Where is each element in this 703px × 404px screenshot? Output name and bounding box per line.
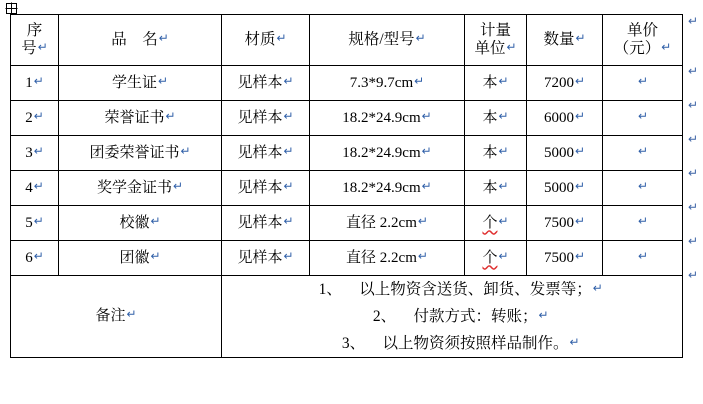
paragraph-mark-icon: ↵ (498, 73, 509, 88)
cell-qty (527, 101, 603, 136)
cell-price (603, 206, 683, 241)
row-qty-text: 7500 (543, 249, 574, 266)
cell-unit (465, 206, 527, 241)
paragraph-mark-icon: ↵ (498, 213, 509, 228)
cell-material (222, 101, 310, 136)
row-no-text: 3 (25, 144, 33, 161)
paragraph-mark-icon: ↵ (592, 281, 603, 295)
cell-qty (527, 241, 603, 276)
header-unit-line1: 计量 (479, 22, 511, 40)
paragraph-mark-icon: ↵ (37, 40, 48, 54)
paragraph-mark-icon: ↵ (574, 213, 586, 228)
remark-line-number: 2、 (372, 308, 397, 326)
header-cell-no (11, 15, 59, 66)
paragraph-mark-icon: ↵ (283, 108, 294, 123)
paragraph-mark-icon: ↵ (421, 178, 432, 193)
row-qty-text: 5000 (543, 144, 574, 161)
paragraph-mark-icon: ↵ (417, 248, 428, 263)
paragraph-mark-icon: ↵ (637, 143, 649, 158)
remark-line (222, 330, 682, 357)
paragraph-mark-icon: ↵ (33, 178, 44, 193)
paragraph-mark-icon: ↵ (283, 178, 294, 193)
cell-material (222, 136, 310, 171)
header-unit-line2-wrap (465, 40, 526, 58)
remark-line-number: 1、 (318, 281, 342, 298)
header-qty-text: 数量 (543, 31, 575, 49)
header-unit-line2: 单位 (474, 40, 506, 57)
cell-price (603, 66, 683, 101)
row-material-text: 见样本 (237, 179, 283, 196)
paragraph-mark-icon: ↵ (574, 178, 586, 193)
paragraph-mark-icon: ↵ (158, 31, 169, 46)
cell-unit (465, 66, 527, 101)
cell-spec (310, 171, 465, 206)
row-name-text: 奖学金证书 (96, 179, 172, 196)
row-unit-text: 本 (482, 179, 498, 196)
row-no-text: 6 (25, 249, 33, 266)
header-cell-unit (465, 15, 527, 66)
paragraph-mark-icon: ↵ (33, 108, 44, 123)
paragraph-mark-icon: ↵ (165, 108, 176, 123)
header-no-line1: 序 (26, 22, 43, 40)
row-spec-text: 7.3*9.7cm (349, 74, 414, 91)
row-no-text: 1 (25, 74, 33, 91)
paragraph-mark-icon: ↵ (688, 98, 699, 112)
header-name-text: 品 名 (111, 31, 158, 49)
paragraph-mark-icon: ↵ (126, 307, 137, 322)
cell-name (59, 136, 222, 171)
row-spec-text: 直径 2.2cm (346, 214, 417, 231)
paragraph-mark-icon: ↵ (688, 14, 699, 28)
cell-material (222, 206, 310, 241)
header-no-line2: 号 (21, 40, 37, 57)
cell-spec (310, 66, 465, 101)
remark-line-number: 3、 (341, 335, 366, 353)
cell-name (59, 241, 222, 276)
paragraph-mark-icon: ↵ (150, 213, 161, 228)
paragraph-mark-icon: ↵ (688, 64, 699, 78)
table-row (11, 241, 683, 276)
paragraph-mark-icon: ↵ (283, 213, 294, 228)
cell-no (11, 171, 59, 206)
header-price-line2-wrap (603, 40, 682, 58)
table-row (11, 171, 683, 206)
row-unit-text: 个 (482, 249, 498, 266)
paragraph-mark-icon: ↵ (33, 73, 44, 88)
cell-no (11, 206, 59, 241)
paragraph-mark-icon: ↵ (172, 178, 184, 193)
paragraph-mark-icon: ↵ (498, 108, 509, 123)
header-cell-qty (527, 15, 603, 66)
paragraph-mark-icon: ↵ (498, 143, 509, 158)
cell-qty (527, 171, 603, 206)
paragraph-mark-icon: ↵ (498, 178, 509, 193)
cell-material (222, 66, 310, 101)
table-row (11, 66, 683, 101)
cell-price (603, 171, 683, 206)
cell-unit (465, 171, 527, 206)
row-spec-text: 18.2*24.9cm (342, 144, 421, 161)
row-no-text: 4 (25, 179, 33, 196)
cell-price (603, 101, 683, 136)
table-row (11, 101, 683, 136)
cell-name (59, 101, 222, 136)
header-material-text: 材质 (244, 31, 276, 49)
paragraph-mark-icon: ↵ (283, 248, 294, 263)
row-qty-text: 6000 (543, 109, 574, 126)
remark-line-text: 付款方式：转账； (413, 308, 538, 326)
paragraph-mark-icon: ↵ (574, 73, 586, 88)
paragraph-mark-icon: ↵ (688, 268, 699, 282)
header-cell-price (603, 15, 683, 66)
row-qty-text: 7200 (543, 74, 574, 91)
row-material-text: 见样本 (237, 109, 283, 126)
remark-line-text: 以上物资须按照样品制作。 (382, 335, 569, 353)
row-qty-text: 7500 (543, 214, 574, 231)
row-material-text: 见样本 (237, 74, 283, 91)
paragraph-mark-icon: ↵ (637, 248, 649, 263)
cell-qty (527, 136, 603, 171)
table-row (11, 136, 683, 171)
header-price-line2: （元） (613, 40, 661, 57)
paragraph-mark-icon: ↵ (538, 308, 549, 323)
row-name-text: 团委荣誉证书 (89, 144, 180, 161)
procurement-table-container (10, 14, 682, 358)
cell-spec (310, 241, 465, 276)
procurement-table (10, 14, 683, 358)
paragraph-mark-icon: ↵ (33, 213, 44, 228)
paragraph-mark-icon: ↵ (569, 335, 580, 350)
cell-no (11, 66, 59, 101)
row-no-text: 2 (25, 109, 33, 126)
paragraph-mark-icon: ↵ (688, 234, 699, 248)
paragraph-mark-icon: ↵ (506, 40, 517, 54)
paragraph-mark-icon: ↵ (150, 248, 161, 263)
paragraph-mark-icon: ↵ (575, 31, 586, 46)
cell-no (11, 241, 59, 276)
cell-spec (310, 206, 465, 241)
cell-spec (310, 136, 465, 171)
paragraph-mark-icon: ↵ (574, 108, 586, 123)
header-cell-material (222, 15, 310, 66)
paragraph-mark-icon: ↵ (283, 143, 294, 158)
paragraph-mark-icon: ↵ (415, 31, 426, 46)
row-name-text: 团徽 (119, 249, 150, 266)
cell-no (11, 101, 59, 136)
right-margin-paragraph-marks (688, 14, 702, 288)
cell-unit (465, 241, 527, 276)
row-unit-text: 个 (482, 214, 498, 231)
paragraph-mark-icon: ↵ (33, 248, 44, 263)
row-unit-text: 本 (482, 144, 498, 161)
header-spec-text: 规格/型号 (348, 31, 415, 49)
row-name-text: 荣誉证书 (104, 109, 165, 126)
cell-qty (527, 66, 603, 101)
paragraph-mark-icon: ↵ (637, 213, 649, 228)
paragraph-mark-icon: ↵ (180, 143, 191, 158)
paragraph-mark-icon: ↵ (157, 73, 169, 88)
row-spec-text: 18.2*24.9cm (342, 109, 421, 126)
paragraph-mark-icon: ↵ (417, 213, 428, 228)
cell-material (222, 241, 310, 276)
remark-line (222, 276, 682, 303)
cell-material (222, 171, 310, 206)
row-unit-text: 本 (482, 109, 498, 126)
paragraph-mark-icon: ↵ (688, 200, 699, 214)
header-price-line1: 单价 (626, 22, 658, 40)
paragraph-mark-icon: ↵ (688, 166, 699, 180)
cell-unit (465, 136, 527, 171)
paragraph-mark-icon: ↵ (637, 108, 649, 123)
paragraph-mark-icon: ↵ (33, 143, 44, 158)
header-cell-name (59, 15, 222, 66)
paragraph-mark-icon: ↵ (574, 248, 586, 263)
cell-name (59, 171, 222, 206)
paragraph-mark-icon: ↵ (414, 73, 425, 88)
paragraph-mark-icon: ↵ (421, 108, 432, 123)
remark-label-text: 备注 (95, 308, 126, 325)
row-spec-text: 直径 2.2cm (346, 249, 417, 266)
paragraph-mark-icon: ↵ (688, 132, 699, 146)
paragraph-mark-icon: ↵ (637, 178, 649, 193)
row-qty-text: 5000 (543, 179, 574, 196)
remark-line (222, 303, 682, 330)
header-no-line2-wrap (11, 40, 58, 58)
paragraph-mark-icon: ↵ (637, 73, 649, 88)
remark-label-cell (11, 276, 222, 358)
paragraph-mark-icon: ↵ (574, 143, 586, 158)
cell-name (59, 66, 222, 101)
row-name-text: 校徽 (119, 214, 150, 231)
row-spec-text: 18.2*24.9cm (342, 179, 421, 196)
cell-price (603, 241, 683, 276)
paragraph-mark-icon: ↵ (276, 31, 287, 46)
paragraph-mark-icon: ↵ (421, 143, 432, 158)
paragraph-mark-icon: ↵ (498, 248, 509, 263)
paragraph-mark-icon: ↵ (661, 40, 672, 54)
row-no-text: 5 (25, 214, 33, 231)
cell-qty (527, 206, 603, 241)
cell-price (603, 136, 683, 171)
cell-name (59, 206, 222, 241)
remark-body-cell (222, 276, 683, 358)
header-cell-spec (310, 15, 465, 66)
paragraph-mark-icon: ↵ (283, 73, 294, 88)
table-header-row (11, 15, 683, 66)
cell-spec (310, 101, 465, 136)
row-name-text: 学生证 (111, 74, 157, 91)
remark-line-text: 以上物资含送货、卸货、发票等； (359, 281, 592, 298)
row-material-text: 见样本 (237, 214, 283, 231)
cell-unit (465, 101, 527, 136)
remark-row (11, 276, 683, 358)
cell-no (11, 136, 59, 171)
table-row (11, 206, 683, 241)
row-material-text: 见样本 (237, 144, 283, 161)
row-unit-text: 本 (482, 74, 498, 91)
row-material-text: 见样本 (237, 249, 283, 266)
